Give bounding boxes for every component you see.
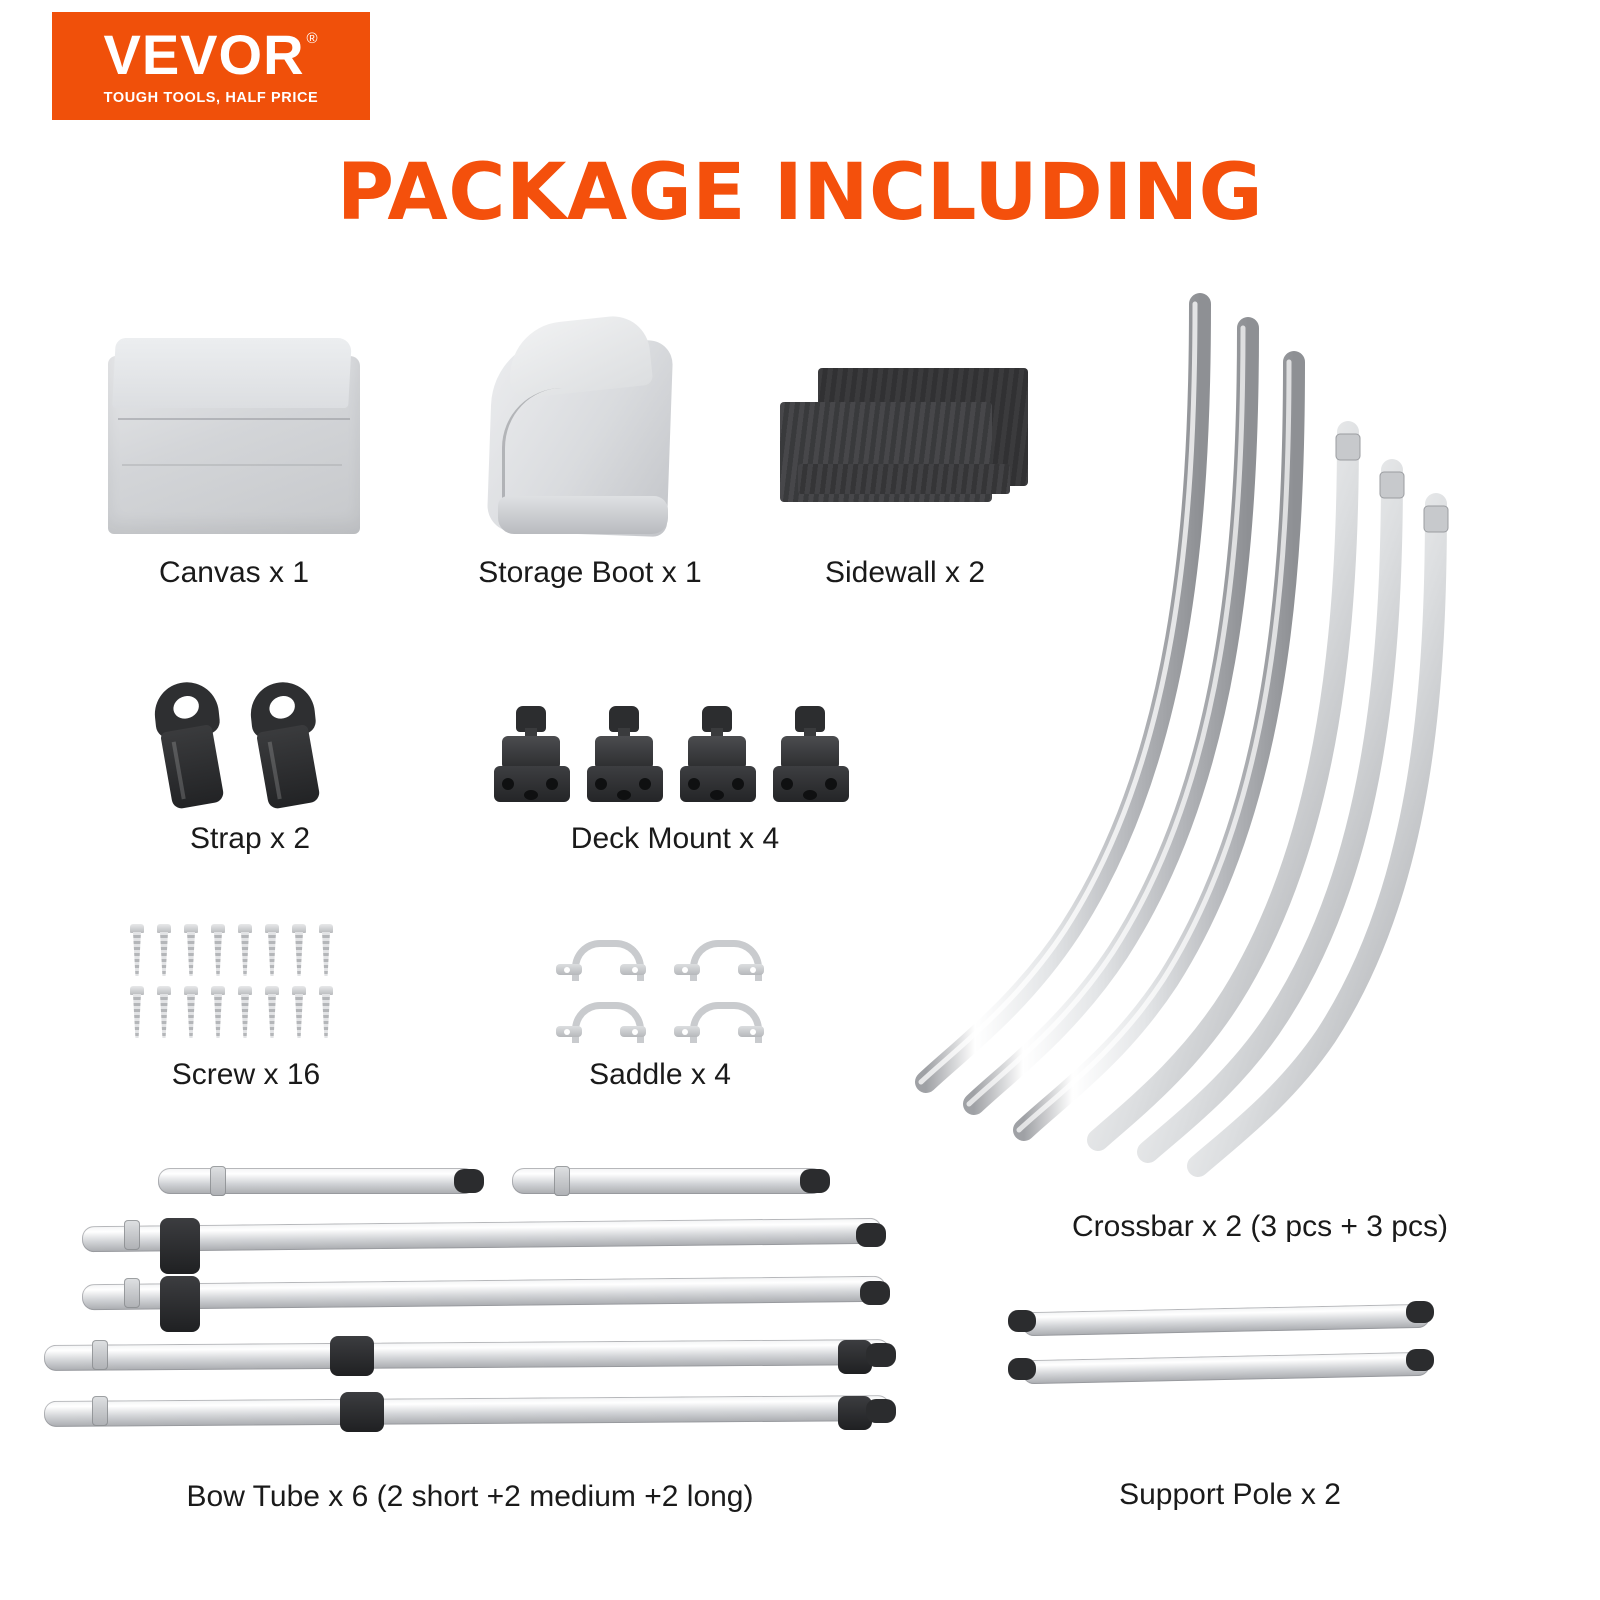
page-title: PACKAGE INCLUDING xyxy=(336,148,1264,238)
brand-tagline: TOUGH TOOLS, HALF PRICE xyxy=(103,89,319,106)
curved-crossbar-icon xyxy=(880,290,1500,1180)
screw-icon xyxy=(130,924,362,1044)
caption-sidewall: Sidewall x 2 xyxy=(824,556,986,589)
caption-support-pole: Support Pole x 2 xyxy=(1119,1478,1341,1511)
folded-canvas-icon xyxy=(108,338,360,534)
bow-tube-icon xyxy=(40,1160,880,1440)
storage-boot-icon xyxy=(480,320,700,535)
deck-mount-icon xyxy=(490,706,854,810)
caption-saddle: Saddle x 4 xyxy=(589,1058,731,1091)
caption-screw: Screw x 16 xyxy=(171,1058,321,1091)
caption-storage-boot: Storage Boot x 1 xyxy=(478,556,702,589)
vevor-logo xyxy=(52,12,370,120)
caption-bow-tube: Bow Tube x 6 (2 short +2 medium +2 long) xyxy=(186,1480,754,1513)
support-pole-icon xyxy=(1000,1300,1460,1390)
brand-name-text: VEVOR xyxy=(103,22,305,86)
strap-icon xyxy=(150,682,340,808)
brand-name xyxy=(103,22,319,86)
saddle-icon xyxy=(556,940,764,1052)
caption-deck-mount: Deck Mount x 4 xyxy=(570,822,780,855)
caption-strap: Strap x 2 xyxy=(189,822,311,855)
caption-crossbar: Crossbar x 2 (3 pcs + 3 pcs) xyxy=(1072,1210,1448,1243)
caption-canvas: Canvas x 1 xyxy=(158,556,310,589)
registered-mark: ® xyxy=(306,29,319,47)
